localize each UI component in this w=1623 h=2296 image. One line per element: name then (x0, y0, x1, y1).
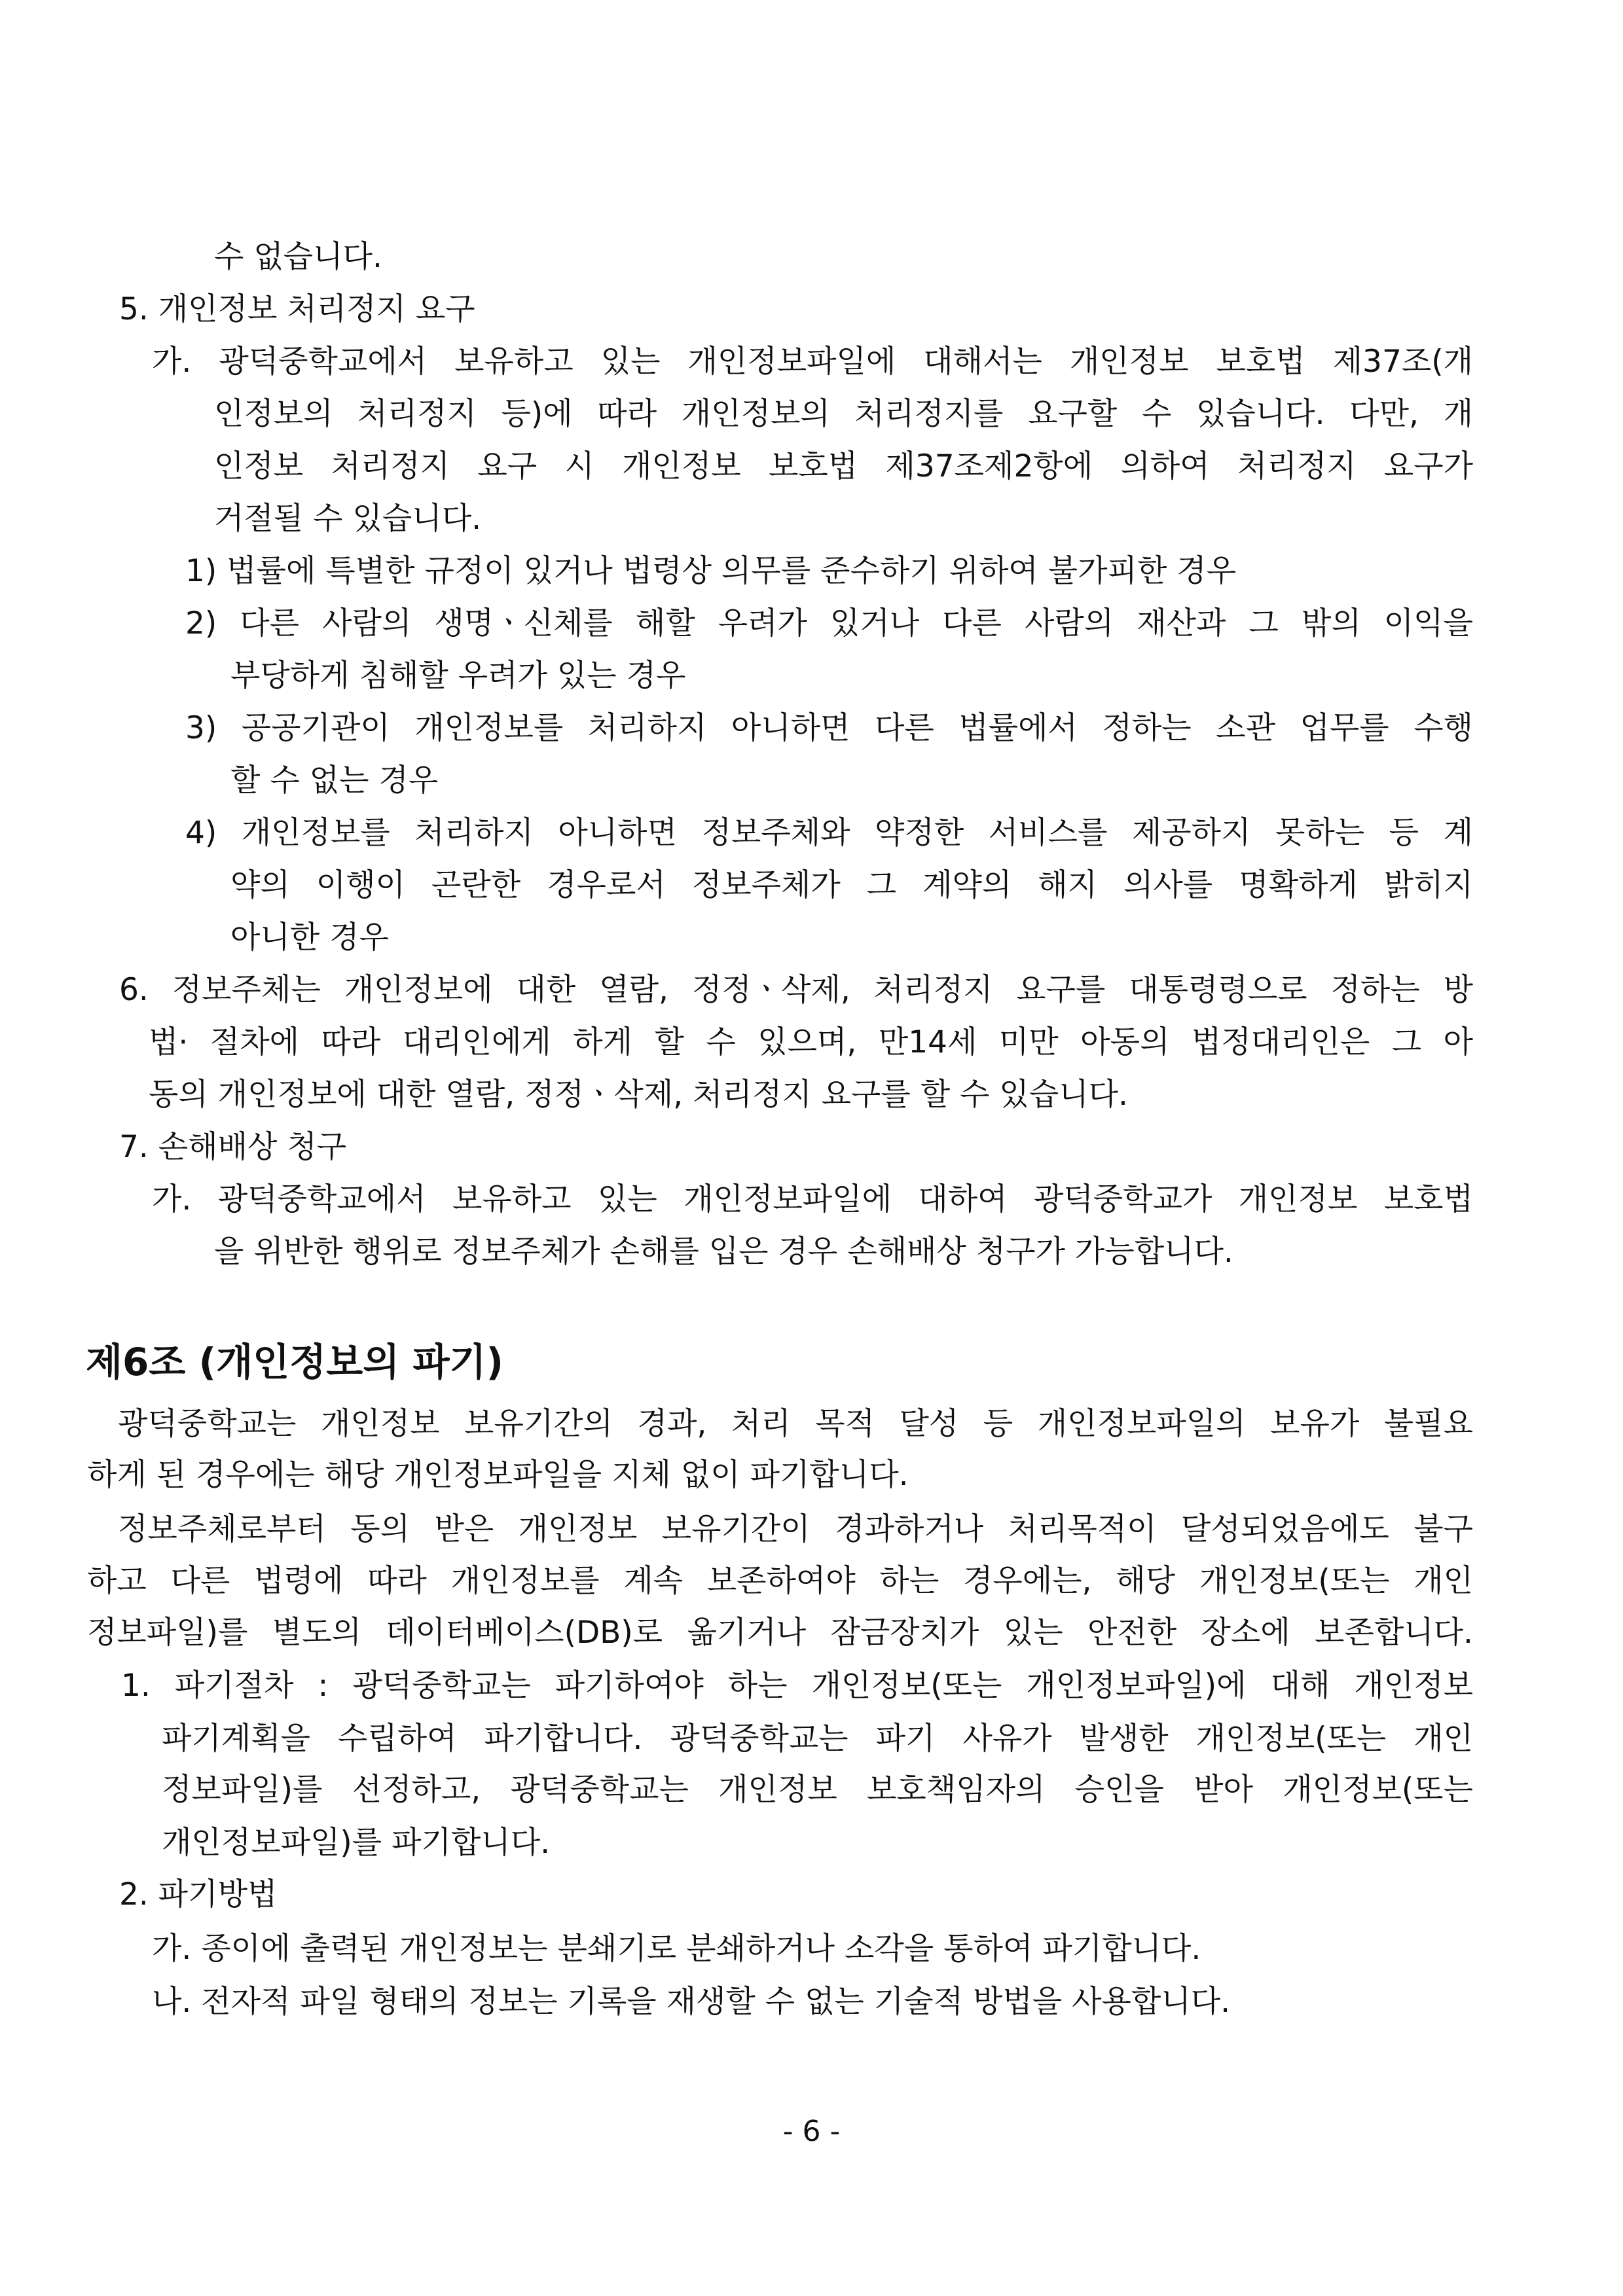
sub-item-4: 4) 개인정보를 처리하지 아니하면 정보주체와 약정한 서비스를 제공하지 못하는 등 계 (185, 815, 1473, 851)
sub-item-3: 3) 공공기관이 개인정보를 처리하지 아니하면 다른 법률에서 정하는 소관 업무를 수행 (185, 710, 1473, 746)
item-7-title: 7. 손해배상 청구 (119, 1129, 347, 1165)
item-6-line: 6. 정보주체는 개인정보에 대한 열람, 정정ㆍ삭제, 처리정지 요구를 대통령령으로 정하는 방 (119, 972, 1473, 1008)
destruction-procedure: 개인정보파일)를 파기합니다. (162, 1825, 551, 1861)
sub-item-1: 1) 법률에 특별한 규정이 있거나 법령상 의무를 준수하기 위하여 불가피한 경우 (185, 553, 1237, 589)
article-6-para-2: 정보파일)를 별도의 데이터베이스(DB)로 옮기거나 잠금장치가 있는 안전한 장소에 보존합니다. (87, 1615, 1473, 1651)
sub-item-2-cont: 부당하게 침해할 우려가 있는 경우 (230, 658, 686, 694)
destruction-method-title: 2. 파기방법 (119, 1876, 278, 1912)
article-6-para-2: 정보주체로부터 동의 받은 개인정보 보유기간이 경과하거나 처리목적이 달성되었음에도 불구 (118, 1511, 1473, 1547)
article-6-para-1: 광덕중학교는 개인정보 보유기간의 경과, 처리 목적 달성 등 개인정보파일의 보유가 불필요 (118, 1406, 1473, 1442)
item-5-ga-line: 가. 광덕중학교에서 보유하고 있는 개인정보파일에 대해서는 개인정보 보호법 제37조(개 (152, 344, 1473, 380)
item-6-line: 법· 절차에 따라 대리인에게 하게 할 수 있으며, 만14세 미만 아동의 법정대리인은 그 아 (149, 1024, 1473, 1060)
destruction-procedure: 1. 파기절차 : 광덕중학교는 파기하여야 하는 개인정보(또는 개인정보파일)에 대해 개인정보 (121, 1668, 1473, 1704)
destruction-procedure: 정보파일)를 선정하고, 광덕중학교는 개인정보 보호책임자의 승인을 받아 개인정보(또는 (162, 1772, 1473, 1808)
article-6-heading: 제6조 (개인정보의 파기) (86, 1340, 504, 1384)
destruction-procedure: 파기계획을 수립하여 파기합니다. 광덕중학교는 파기 사유가 발생한 개인정보(또는 개인 (162, 1721, 1473, 1757)
continued-text: 수 없습니다. (214, 239, 382, 275)
sub-item-4-cont: 아니한 경우 (230, 920, 389, 956)
page-number: - 6 - (782, 2115, 841, 2148)
item-7-ga-line: 을 위반한 행위로 정보주체가 손해를 입은 경우 손해배상 청구가 가능합니다. (214, 1234, 1233, 1270)
sub-item-4-cont: 약의 이행이 곤란한 경우로서 정보주체가 그 계약의 해지 의사를 명확하게 밝히지 (230, 867, 1473, 903)
article-6-para-1: 하게 된 경우에는 해당 개인정보파일을 지체 없이 파기합니다. (87, 1457, 909, 1493)
item-5-ga-line: 인정보 처리정지 요구 시 개인정보 보호법 제37조제2항에 의하여 처리정지 요구가 (214, 448, 1473, 484)
sub-item-3-cont: 할 수 없는 경우 (230, 762, 439, 798)
destruction-method-ga: 가. 종이에 출력된 개인정보는 분쇄기로 분쇄하거나 소각을 통하여 파기합니다. (152, 1931, 1201, 1967)
item-6-line: 동의 개인정보에 대한 열람, 정정ㆍ삭제, 처리정지 요구를 할 수 있습니다. (149, 1077, 1128, 1113)
sub-item-2: 2) 다른 사람의 생명ㆍ신체를 해할 우려가 있거나 다른 사람의 재산과 그 밖의 이익을 (185, 605, 1473, 641)
item-5-ga-line: 인정보의 처리정지 등)에 따라 개인정보의 처리정지를 요구할 수 있습니다. 다만, 개 (214, 396, 1473, 432)
article-6-para-2: 하고 다른 법령에 따라 개인정보를 계속 보존하여야 하는 경우에는, 해당 개인정보(또는 개인 (87, 1563, 1473, 1599)
item-7-ga-line: 가. 광덕중학교에서 보유하고 있는 개인정보파일에 대하여 광덕중학교가 개인정보 보호법 (152, 1181, 1473, 1217)
item-5-ga-line: 거절될 수 있습니다. (214, 501, 482, 537)
item-5-title: 5. 개인정보 처리정지 요구 (119, 291, 475, 327)
destruction-method-na: 나. 전자적 파일 형태의 정보는 기록을 재생할 수 없는 기술적 방법을 사용합니다. (152, 1984, 1231, 2020)
